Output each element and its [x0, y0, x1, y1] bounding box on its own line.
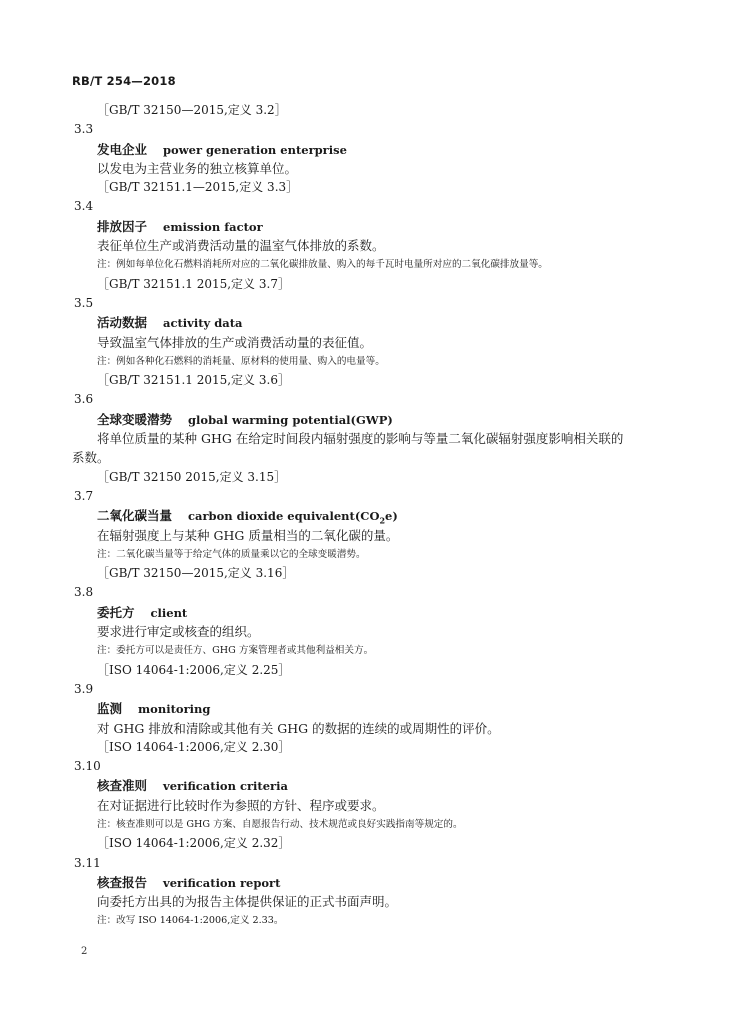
- term-en: [188, 509, 398, 526]
- term-zh: 发电企业: [97, 141, 148, 157]
- document-code: RB/T 254—2018: [72, 74, 176, 88]
- term-3-3: [0, 140, 729, 159]
- term-en-subscript: 2: [379, 515, 386, 526]
- term-3-10: [0, 776, 729, 795]
- term-zh: 核查报告: [97, 874, 148, 890]
- term-en: power generation enterprise: [163, 142, 347, 157]
- term-zh: 核查准则: [97, 778, 148, 794]
- term-zh: 排放因子: [97, 218, 148, 234]
- term-3-5: [0, 313, 729, 332]
- reference-3-4: ［GB/T 32151.1 2015,定义 3.7］: [97, 276, 290, 291]
- term-en-text: carbon dioxide equivalent(CO: [188, 509, 380, 524]
- note-3-11: 注：改写 ISO 14064-1:2006,定义 2.33。: [97, 915, 284, 927]
- reference-3-5: ［GB/T 32151.1 2015,定义 3.6］: [97, 373, 290, 388]
- term-en: client: [150, 605, 188, 620]
- note-3-4: 注：例如每单位化石燃料消耗所对应的二氧化碳排放量、购入的每千瓦时电量所对应的二氧化碳排放量等。: [97, 259, 548, 271]
- term-number-3-11: 3.11: [74, 855, 101, 870]
- term-3-4: [0, 217, 729, 236]
- term-en: verification report: [163, 875, 281, 890]
- term-number-3-5: 3.5: [74, 295, 94, 310]
- reference-3-8: ［ISO 14064-1:2006,定义 2.25］: [97, 662, 291, 677]
- reference-3-3: ［GB/T 32151.1—2015,定义 3.3］: [97, 180, 299, 195]
- note-3-8: 注：委托方可以是责任方、GHG 方案管理者或其他利益相关方。: [97, 645, 374, 657]
- term-en: activity data: [163, 316, 243, 331]
- terms-content: [0, 101, 729, 931]
- term-en: monitoring: [138, 702, 211, 717]
- reference-3-7: ［GB/T 32150—2015,定义 3.16］: [97, 566, 295, 581]
- term-number-3-4: 3.4: [74, 199, 94, 214]
- note-3-7: 注：二氧化碳当量等于给定气体的质量乘以它的全球变暖潜势。: [97, 548, 366, 560]
- term-3-9: [0, 699, 729, 718]
- term-3-8: [0, 603, 729, 622]
- definition-3-8: 要求进行审定或核查的组织。: [97, 624, 260, 640]
- term-number-3-9: 3.9: [74, 681, 94, 696]
- term-en: verification criteria: [163, 779, 288, 794]
- term-number-3-8: 3.8: [74, 585, 94, 600]
- note-3-5: 注：例如各种化石燃料的消耗量、原材料的使用量、购入的电量等。: [97, 355, 385, 367]
- term-zh: 全球变暖潜势: [97, 411, 173, 427]
- term-zh: 委托方: [97, 604, 135, 620]
- term-zh: 二氧化碳当量: [97, 508, 173, 524]
- definition-3-10: 在对证据进行比较时作为参照的方针、程序或要求。: [97, 797, 385, 813]
- term-number-3-10: 3.10: [74, 759, 101, 774]
- term-3-7: [0, 506, 729, 525]
- reference-3-10: ［ISO 14064-1:2006,定义 2.32］: [97, 836, 291, 851]
- reference-3-9: ［ISO 14064-1:2006,定义 2.30］: [97, 739, 291, 754]
- definition-3-6-line-1: 将单位质量的某种 GHG 在给定时间段内辐射强度的影响与等量二氧化碳辐射强度影响相关联的: [97, 431, 624, 447]
- definition-3-6-line-2: 系数。: [72, 450, 110, 466]
- definition-3-9: 对 GHG 排放和清除或其他有关 GHG 的数据的连续的或周期性的评价。: [97, 720, 500, 736]
- page-number: 2: [81, 946, 88, 957]
- term-3-6: [0, 410, 729, 429]
- term-zh: 活动数据: [97, 315, 148, 331]
- definition-3-3: 以发电为主营业务的独立核算单位。: [97, 160, 298, 176]
- term-number-3-3: 3.3: [74, 122, 94, 137]
- definition-3-4: 表征单位生产或消费活动量的温室气体排放的系数。: [97, 238, 385, 254]
- definition-3-5: 导致温室气体排放的生产或消费活动量的表征值。: [97, 334, 373, 350]
- definition-3-11: 向委托方出具的为报告主体提供保证的正式书面声明。: [97, 894, 398, 910]
- note-3-10: 注：核查准则可以是 GHG 方案、自愿报告行动、技术规范或良好实践指南等规定的。: [97, 818, 463, 830]
- term-en: global warming potential(GWP): [188, 412, 393, 427]
- term-3-11: [0, 873, 729, 892]
- reference-3-6: ［GB/T 32150 2015,定义 3.15］: [97, 469, 287, 484]
- term-en: emission factor: [163, 219, 263, 234]
- term-number-3-7: 3.7: [74, 488, 94, 503]
- term-zh: 监测: [97, 701, 123, 717]
- definition-3-7: 在辐射强度上与某种 GHG 质量相当的二氧化碳的量。: [97, 527, 399, 543]
- reference-3-2: ［GB/T 32150—2015,定义 3.2］: [97, 103, 287, 117]
- term-en-tail: e): [385, 509, 398, 524]
- term-number-3-6: 3.6: [74, 392, 94, 407]
